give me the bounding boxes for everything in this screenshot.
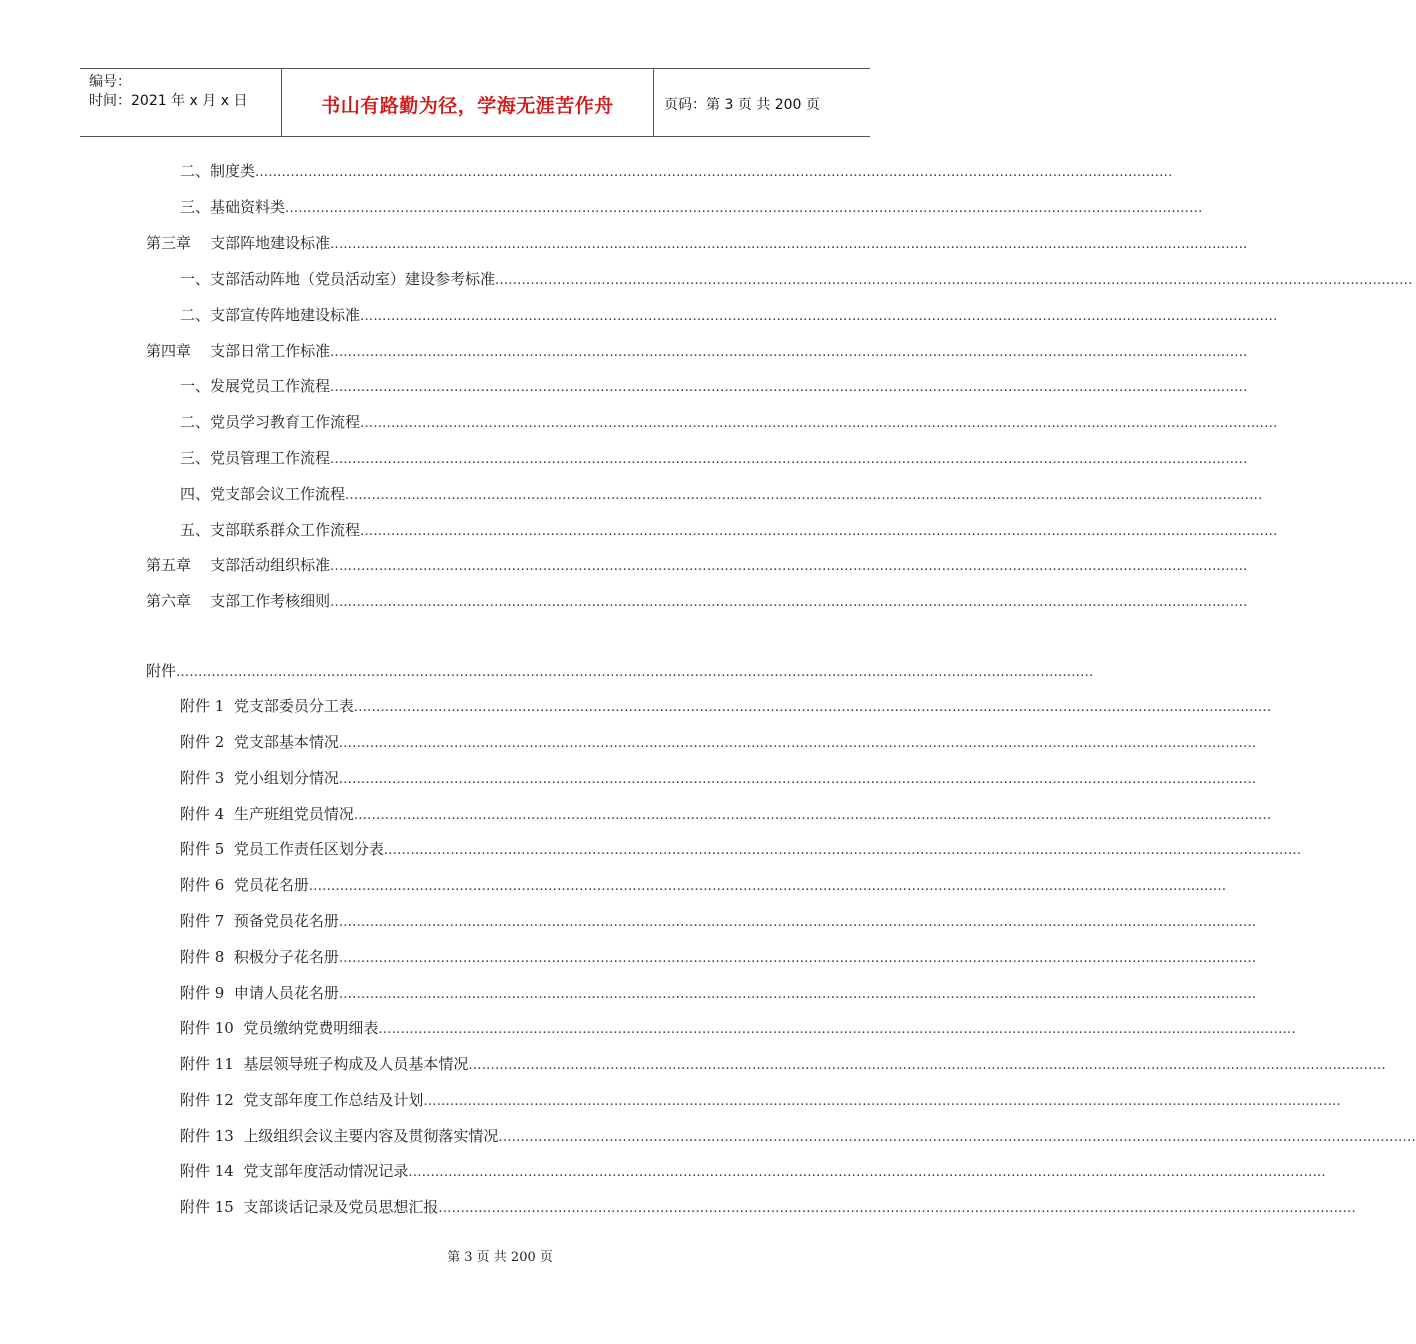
toc-entry[interactable]: [180, 375, 1248, 397]
toc-entry[interactable]: [180, 1089, 1341, 1111]
toc-leader-dots: ...............................................................................................................................................................................................................: [383, 843, 1302, 858]
toc-entry-label: 附件 15 支部谈话记录及党员思想汇报: [180, 1198, 439, 1216]
toc-entry[interactable]: [180, 1160, 1326, 1182]
toc-entry-label: 一、支部活动阵地（党员活动室）建设参考标准: [180, 270, 496, 288]
toc-entry-label: 第三章 支部阵地建设标准: [146, 234, 331, 252]
toc-entry[interactable]: [180, 519, 1278, 541]
toc-entry[interactable]: [180, 1196, 1356, 1218]
toc-entry-label: 二、党员学习教育工作流程: [180, 413, 361, 431]
toc-entry-label: 附件: [146, 662, 177, 680]
toc-entry-label: 附件 5 党员工作责任区划分表: [180, 840, 384, 858]
toc-entry[interactable]: [180, 483, 1263, 505]
toc-entry[interactable]: [180, 695, 1272, 717]
toc-leader-dots: ...............................................................................................................................................................................................................: [308, 879, 1227, 894]
toc-leader-dots: ...............................................................................................................................................................................................................: [330, 380, 1248, 395]
toc-entry-label: 四、党支部会议工作流程: [180, 485, 346, 503]
toc-entry[interactable]: [146, 590, 1248, 612]
toc-entry[interactable]: [146, 554, 1248, 576]
toc-entry[interactable]: [180, 803, 1272, 825]
toc-leader-dots: ...............................................................................................................................................................................................................: [360, 309, 1278, 324]
toc-entry-label: 第四章 支部日常工作标准: [146, 342, 331, 360]
toc-entry[interactable]: [180, 982, 1257, 1004]
toc-leader-dots: ...............................................................................................................................................................................................................: [330, 237, 1248, 252]
toc-entry[interactable]: [180, 268, 1413, 290]
toc-entry-label: 五、支部联系群众工作流程: [180, 521, 361, 539]
toc-leader-dots: ...............................................................................................................................................................................................................: [176, 665, 1094, 680]
toc-entry[interactable]: [180, 1017, 1296, 1039]
toc-entry[interactable]: [180, 1125, 1416, 1147]
toc-leader-dots: ...............................................................................................................................................................................................................: [338, 736, 1257, 751]
toc-leader-dots: ...............................................................................................................................................................................................................: [360, 416, 1278, 431]
toc-leader-dots: ...............................................................................................................................................................................................................: [408, 1165, 1326, 1180]
toc-entry[interactable]: [180, 838, 1302, 860]
toc-entry-label: 二、支部宣传阵地建设标准: [180, 306, 361, 324]
toc-leader-dots: ...............................................................................................................................................................................................................: [345, 488, 1263, 503]
toc-entry[interactable]: [180, 447, 1248, 469]
toc-entry-label: 附件 9 申请人员花名册: [180, 984, 339, 1002]
toc-leader-dots: ...............................................................................................................................................................................................................: [353, 700, 1272, 715]
toc-leader-dots: ...............................................................................................................................................................................................................: [498, 1130, 1416, 1145]
toc-leader-dots: ...............................................................................................................................................................................................................: [330, 345, 1248, 360]
toc-leader-dots: ...............................................................................................................................................................................................................: [353, 808, 1272, 823]
toc-entry-label: 附件 12 党支部年度工作总结及计划: [180, 1091, 424, 1109]
toc-entry-label: 附件 1 党支部委员分工表: [180, 697, 354, 715]
header-motto: 书山有路勤为径，学海无涯苦作舟: [321, 95, 614, 117]
toc-entry[interactable]: [180, 304, 1278, 326]
toc-entry[interactable]: [180, 946, 1257, 968]
toc-entry-label: 附件 10 党员缴纳党费明细表: [180, 1019, 379, 1037]
toc-entry[interactable]: [180, 874, 1227, 896]
page-footer: [0, 1246, 950, 1265]
toc-entry-label: 附件 8 积极分子花名册: [180, 948, 339, 966]
toc-entry[interactable]: [180, 731, 1257, 753]
toc-entry[interactable]: [180, 1053, 1386, 1075]
toc-entry-label: 附件 6 党员花名册: [180, 876, 309, 894]
toc-entry-label: 三、党员管理工作流程: [180, 449, 331, 467]
document-date: 时间：2021 年 x 月 x 日: [89, 93, 248, 109]
toc-entry-label: 第五章 支部活动组织标准: [146, 556, 331, 574]
toc-entry-label: 附件 14 党支部年度活动情况记录: [180, 1162, 409, 1180]
toc-entry-label: 附件 7 预备党员花名册: [180, 912, 339, 930]
toc-leader-dots: ...............................................................................................................................................................................................................: [330, 452, 1248, 467]
toc-entry-label: 附件 4 生产班组党员情况: [180, 805, 354, 823]
toc-leader-dots: ...............................................................................................................................................................................................................: [330, 559, 1248, 574]
toc-entry-label: 附件 11 基层领导班子构成及人员基本情况: [180, 1055, 469, 1073]
toc-entry[interactable]: [180, 160, 1173, 182]
toc-leader-dots: ...............................................................................................................................................................................................................: [338, 915, 1257, 930]
toc-leader-dots: ...............................................................................................................................................................................................................: [338, 987, 1257, 1002]
toc-leader-dots: ...............................................................................................................................................................................................................: [378, 1022, 1296, 1037]
header-page-info: 页码：第 3 页 共 200 页: [664, 97, 820, 113]
toc-leader-dots: ...............................................................................................................................................................................................................: [495, 273, 1413, 288]
toc-leader-dots: ...............................................................................................................................................................................................................: [338, 951, 1257, 966]
toc-entry-label: 第六章 支部工作考核细则: [146, 592, 331, 610]
toc-entry[interactable]: [180, 196, 1203, 218]
toc-entry[interactable]: [180, 910, 1257, 932]
toc-leader-dots: ...............................................................................................................................................................................................................: [285, 201, 1203, 216]
toc-leader-dots: ...............................................................................................................................................................................................................: [255, 165, 1173, 180]
toc-entry-label: 二、制度类: [180, 162, 256, 180]
toc-entry-label: 三、基础资料类: [180, 198, 286, 216]
toc-entry[interactable]: [146, 660, 1094, 682]
toc-entry-label: 一、发展党员工作流程: [180, 377, 331, 395]
toc-leader-dots: ...............................................................................................................................................................................................................: [360, 524, 1278, 539]
toc-entry[interactable]: [146, 232, 1248, 254]
footer-page-number: 第 3 页 共 200 页: [447, 1250, 553, 1265]
toc-entry-label: 附件 2 党支部基本情况: [180, 733, 339, 751]
toc-entry[interactable]: [180, 411, 1278, 433]
toc-leader-dots: ...............................................................................................................................................................................................................: [468, 1058, 1386, 1073]
toc-entry[interactable]: [146, 340, 1248, 362]
toc-entry-label: 附件 13 上级组织会议主要内容及贯彻落实情况: [180, 1127, 499, 1145]
toc-leader-dots: ...............................................................................................................................................................................................................: [330, 595, 1248, 610]
toc-leader-dots: ...............................................................................................................................................................................................................: [438, 1201, 1356, 1216]
document-id-label: 编号：: [89, 74, 131, 90]
toc-entry-label: 附件 3 党小组划分情况: [180, 769, 339, 787]
toc-entry[interactable]: [180, 767, 1257, 789]
toc-leader-dots: ...............................................................................................................................................................................................................: [338, 772, 1257, 787]
toc-leader-dots: ...............................................................................................................................................................................................................: [423, 1094, 1341, 1109]
